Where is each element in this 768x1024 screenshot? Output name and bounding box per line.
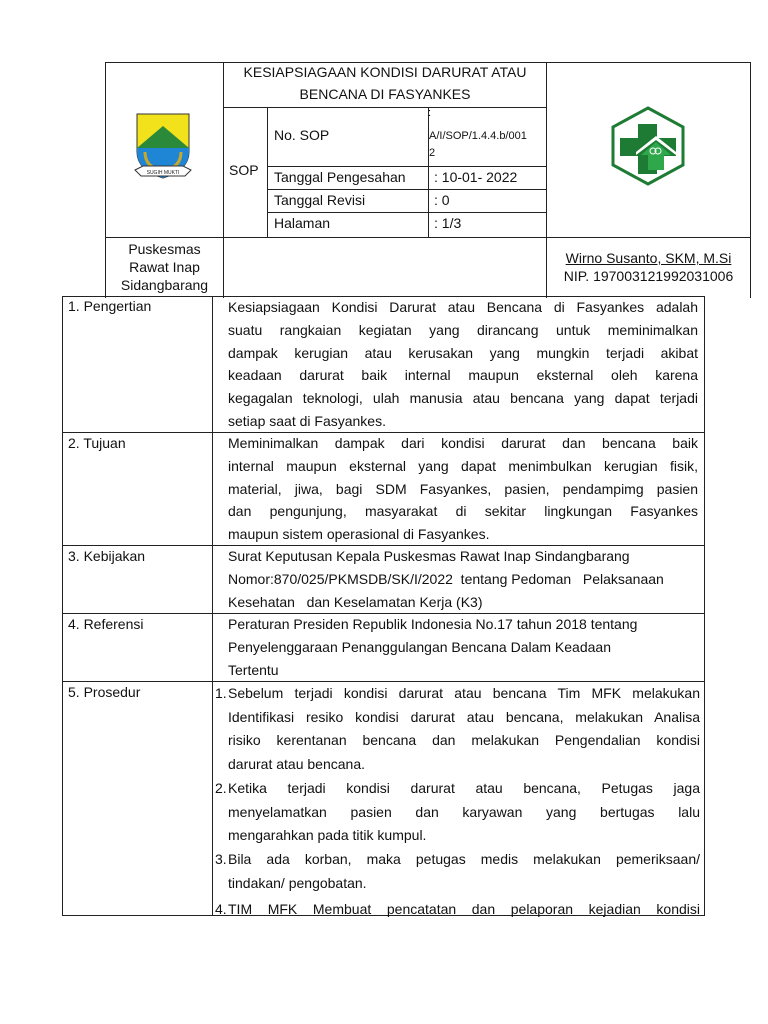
text-line: Tertentu — [228, 661, 279, 678]
text-line: TIM MFK Membuat pencatatan dan pelaporan kejadian kondisi — [228, 901, 700, 917]
signatory-nip: NIP. 197003121992031006 — [563, 268, 734, 284]
border — [62, 296, 63, 916]
field-value-no-sop-line2: 2 — [429, 147, 436, 159]
regency-coat-of-arms-icon — [133, 112, 193, 184]
org-name-line3: Sidangbarang — [120, 277, 209, 293]
field-value-halaman: : 1/3 — [434, 215, 462, 231]
sop-label: SOP — [229, 162, 259, 178]
border — [750, 62, 751, 298]
text-line: dan pengunjung, masyarakat di sekitar lingkungan Fasyankes — [228, 503, 698, 520]
field-value-no-sop-line1: A/I/SOP/1.4.4.b/001 — [429, 130, 527, 142]
text-line: Nomor:870/025/PKMSDB/SK/I/2022 tentang Pedoman Pelaksanaan — [228, 570, 664, 587]
field-value-tanggal-pengesahan: : 10-01- 2022 — [434, 169, 518, 185]
text-line: menyelamatkan pasien dan karyawan yang bertugas lalu — [228, 803, 700, 820]
section-label-kebijakan: 3. Kebijakan — [68, 548, 146, 564]
border — [267, 212, 546, 213]
text-line: Identifikasi resiko kondisi darurat atau bencana, melakukan Analisa — [228, 708, 700, 725]
org-name-line2: Rawat Inap — [129, 259, 200, 275]
text-line: tindakan/ pengobatan. — [228, 874, 367, 891]
step-number: 1. — [215, 685, 227, 701]
section-content-kebijakan — [228, 545, 698, 613]
border — [267, 189, 546, 190]
puskesmas-cross-logo-icon — [608, 106, 688, 186]
text-line: dampak kerugian atau kerusakan yang mungkin terjadi akibat — [228, 344, 698, 361]
border — [428, 107, 432, 238]
text-line: darurat atau bencana. — [228, 755, 365, 772]
step-number: 3. — [215, 851, 227, 867]
step-number: 2. — [215, 780, 227, 796]
field-value-tanggal-revisi: : 0 — [434, 192, 450, 208]
text-line: Sebelum terjadi kondisi darurat atau bencana Tim MFK melakukan — [228, 685, 700, 701]
text-line: maupun sistem operasional di Fasyankes. — [228, 526, 490, 543]
text-line: setiap saat di Fasyankes. — [228, 412, 386, 429]
text-line: Kesiapsiagaan Kondisi Darurat atau Bencana di Fasyankes adalah — [228, 299, 698, 315]
text-line: suatu rangkaian kegiatan yang dirancang untuk meminimalkan — [228, 321, 698, 338]
field-label-halaman: Halaman — [274, 215, 331, 231]
text-line: Peraturan Presiden Republik Indonesia No.17 tahun 2018 tentang — [228, 616, 638, 632]
signatory-name — [547, 250, 750, 266]
text-line: Meminimalkan dampak dari kondisi darurat dan bencana baik — [228, 435, 698, 451]
border — [212, 296, 213, 916]
border — [105, 237, 751, 238]
section-label-pengertian: 1. Pengertian — [68, 298, 152, 314]
text-line: mengarahkan pada titik kumpul. — [228, 827, 427, 843]
section-content-referensi — [228, 613, 698, 681]
section-content-tujuan — [228, 432, 698, 546]
section-content-pengertian — [228, 296, 698, 433]
field-value-prefix: : — [428, 107, 432, 119]
text-line: Ketika terjadi kondisi darurat atau bencana, Petugas jaga — [228, 780, 700, 796]
document-title-line1: KESIAPSIAGAAN KONDISI DARURAT ATAU — [243, 64, 527, 80]
border — [704, 296, 705, 916]
text-line: Kesehatan dan Keselamatan Kerja (K3) — [228, 593, 483, 610]
svg-text:SUGIH MUKTI: SUGIH MUKTI — [146, 170, 180, 176]
document-title-line2: BENCANA DI FASYANKES — [299, 86, 471, 102]
text-line: Surat Keputusan Kepala Puskesmas Rawat Inap Sindangbarang — [228, 548, 630, 564]
text-line: internal maupun eksternal yang dapat menimbulkan kerugian fisik, — [228, 457, 698, 474]
signatory-name-text: Wirno Susanto, SKM, M.Si — [565, 250, 732, 266]
text-line: material, jiwa, bagi SDM Fasyankes, pasien, pendampimg pasien — [228, 480, 698, 497]
border — [267, 107, 268, 238]
border — [223, 107, 546, 108]
text-line: Bila ada korban, maka petugas medis melakukan pemeriksaan/ — [228, 851, 700, 867]
text-line: Penyelenggaraan Penanggulangan Bencana Dalam Keadaan — [228, 638, 611, 655]
border — [105, 62, 751, 63]
field-label-no-sop: No. SOP — [274, 127, 330, 143]
section-label-prosedur: 5. Prosedur — [68, 684, 141, 700]
text-line: kegagalan teknologi, ulah manusia atau bencana yang dapat terjadi — [228, 390, 698, 407]
org-name-line1: Puskesmas — [128, 241, 201, 257]
text-line: risiko kerentanan bencana dan melakukan Pengendalian kondisi — [228, 732, 700, 748]
section-label-tujuan: 2. Tujuan — [68, 435, 126, 451]
field-label-tanggal-revisi: Tanggal Revisi — [274, 192, 366, 208]
text-line: keadaan darurat baik internal maupun eksternal oleh karena — [228, 367, 698, 384]
section-label-referensi: 4. Referensi — [68, 616, 144, 632]
step-number: 4. — [215, 901, 227, 917]
field-label-tanggal-pengesahan: Tanggal Pengesahan — [274, 169, 406, 185]
border — [267, 166, 546, 167]
